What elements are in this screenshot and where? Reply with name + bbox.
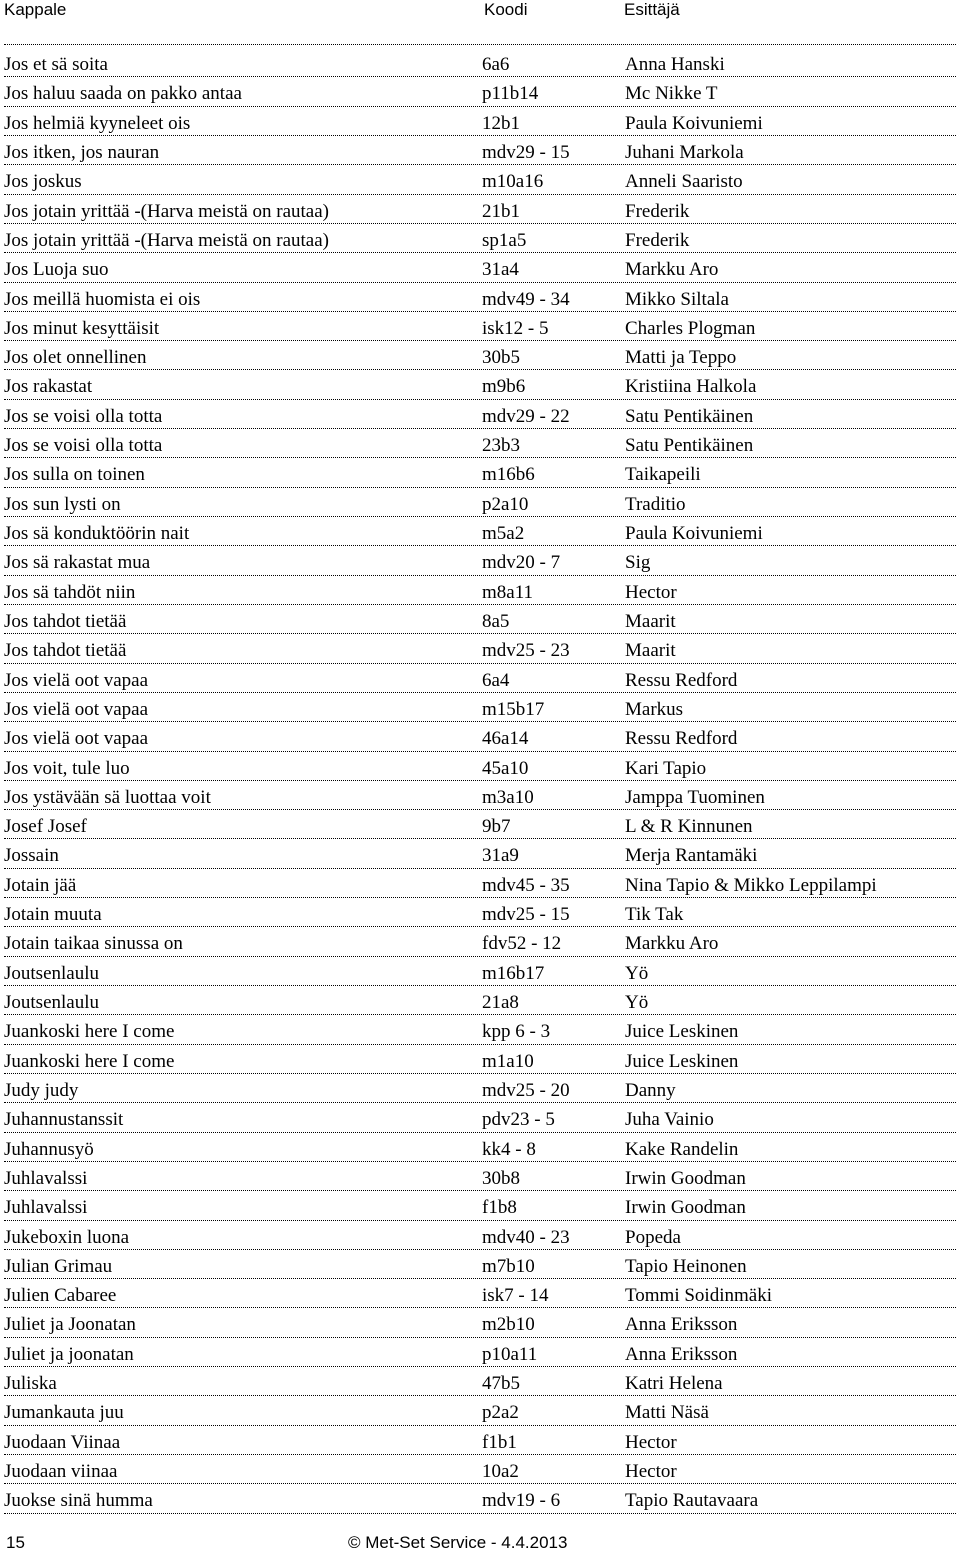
song-artist: Anna Eriksson bbox=[625, 1343, 738, 1365]
song-title: Jos helmiä kyyneleet ois bbox=[4, 112, 191, 134]
song-row bbox=[0, 492, 960, 521]
song-row bbox=[0, 404, 960, 433]
song-title: Judy judy bbox=[4, 1079, 79, 1101]
song-row bbox=[0, 1312, 960, 1341]
song-title: Jumankauta juu bbox=[4, 1402, 124, 1424]
song-row bbox=[0, 1342, 960, 1371]
song-artist: Merja Rantamäki bbox=[625, 845, 758, 867]
song-title: Juodaan Viinaa bbox=[4, 1431, 121, 1453]
song-code: fdv52 - 12 bbox=[482, 933, 562, 955]
song-code: m9b6 bbox=[482, 376, 526, 398]
song-artist: Popeda bbox=[625, 1226, 681, 1248]
song-artist: Kristiina Halkola bbox=[625, 376, 757, 398]
song-row bbox=[0, 1488, 960, 1517]
song-artist: Tapio Rautavaara bbox=[625, 1490, 759, 1512]
song-row bbox=[0, 550, 960, 579]
song-title: Jossain bbox=[4, 845, 59, 867]
song-title: Juliet ja joonatan bbox=[4, 1343, 134, 1365]
song-row bbox=[0, 140, 960, 169]
song-artist: Markku Aro bbox=[625, 259, 719, 281]
song-row bbox=[0, 1049, 960, 1078]
song-artist: Anna Hanski bbox=[625, 54, 725, 75]
song-artist: Frederik bbox=[625, 200, 690, 222]
song-code: mdv25 - 23 bbox=[482, 640, 570, 662]
song-title: Jos olet onnellinen bbox=[4, 347, 147, 369]
song-code: m15b17 bbox=[482, 698, 545, 720]
song-title: Jos rakastat bbox=[4, 376, 93, 398]
song-title: Jos se voisi olla totta bbox=[4, 435, 163, 457]
song-artist: Satu Pentikäinen bbox=[625, 405, 754, 427]
song-row bbox=[0, 374, 960, 403]
song-row bbox=[0, 668, 960, 697]
song-row bbox=[0, 521, 960, 550]
song-code: kpp 6 - 3 bbox=[482, 1021, 551, 1043]
header-title-column: Kappale bbox=[4, 0, 67, 19]
song-artist: Kari Tapio bbox=[625, 757, 707, 779]
song-title: Joutsenlaulu bbox=[4, 962, 99, 984]
song-row bbox=[0, 316, 960, 345]
song-code: 47b5 bbox=[482, 1373, 520, 1395]
song-title: Julian Grimau bbox=[4, 1255, 113, 1277]
song-row bbox=[0, 111, 960, 140]
song-artist: Tapio Heinonen bbox=[625, 1255, 747, 1277]
song-title: Jos jotain yrittää -(Harva meistä on rautaa) bbox=[4, 229, 329, 251]
song-artist: Traditio bbox=[625, 493, 686, 515]
song-row bbox=[0, 1254, 960, 1283]
song-code: mdv49 - 34 bbox=[482, 288, 570, 310]
song-artist: Tik Tak bbox=[625, 904, 684, 926]
song-title: Juhlavalssi bbox=[4, 1167, 88, 1189]
song-title: Jotain jää bbox=[4, 874, 77, 896]
song-title: Jos et sä soita bbox=[4, 54, 108, 75]
song-code: isk7 - 14 bbox=[482, 1285, 549, 1307]
song-code: m7b10 bbox=[482, 1255, 535, 1277]
song-code: mdv20 - 7 bbox=[482, 552, 561, 574]
song-title: Jos sä tahdöt niin bbox=[4, 581, 136, 603]
song-row bbox=[0, 961, 960, 990]
song-code: 8a5 bbox=[482, 610, 510, 632]
song-title: Juliska bbox=[4, 1373, 57, 1395]
song-title: Jos sä rakastat mua bbox=[4, 552, 151, 574]
song-artist: Maarit bbox=[625, 610, 676, 632]
header-code-column: Koodi bbox=[484, 0, 528, 19]
song-row bbox=[0, 1137, 960, 1166]
song-title: Jotain taikaa sinussa on bbox=[4, 933, 183, 955]
header-divider bbox=[4, 44, 956, 45]
song-title: Jos haluu saada on pakko antaa bbox=[4, 83, 242, 105]
song-row bbox=[0, 287, 960, 316]
song-title: Jos voit, tule luo bbox=[4, 757, 130, 779]
song-code: mdv25 - 15 bbox=[482, 904, 570, 926]
header-artist-column: Esittäjä bbox=[624, 0, 680, 19]
song-row bbox=[0, 1371, 960, 1400]
song-row bbox=[0, 726, 960, 755]
song-code: isk12 - 5 bbox=[482, 317, 549, 339]
song-artist: Jamppa Tuominen bbox=[625, 786, 765, 808]
song-row bbox=[0, 1107, 960, 1136]
song-artist: Taikapeili bbox=[625, 464, 701, 486]
song-code: 21a8 bbox=[482, 992, 519, 1013]
song-code: 23b3 bbox=[482, 435, 520, 457]
song-artist: Hector bbox=[625, 1431, 677, 1453]
song-code: 31a9 bbox=[482, 845, 519, 867]
song-row bbox=[0, 228, 960, 257]
song-row bbox=[0, 1195, 960, 1224]
song-artist: Charles Plogman bbox=[625, 317, 756, 339]
song-code: 30b5 bbox=[482, 347, 520, 369]
song-artist: Mikko Siltala bbox=[625, 288, 729, 310]
song-row bbox=[0, 169, 960, 198]
song-title: Juliet ja Joonatan bbox=[4, 1314, 136, 1336]
song-code: 21b1 bbox=[482, 200, 520, 222]
copyright-notice: © Met-Set Service - 4.4.2013 bbox=[348, 1533, 568, 1552]
song-artist: Satu Pentikäinen bbox=[625, 435, 754, 457]
song-artist: Frederik bbox=[625, 229, 690, 251]
song-row bbox=[0, 462, 960, 491]
song-title: Jos tahdot tietää bbox=[4, 610, 127, 632]
song-code: 9b7 bbox=[482, 816, 511, 838]
song-artist: Markus bbox=[625, 698, 684, 720]
song-artist: Juha Vainio bbox=[625, 1109, 714, 1131]
song-artist: L & R Kinnunen bbox=[625, 816, 753, 838]
song-code: p2a10 bbox=[482, 493, 529, 515]
song-artist: Juhani Markola bbox=[625, 141, 744, 163]
song-title: Joutsenlaulu bbox=[4, 992, 99, 1013]
song-code: p2a2 bbox=[482, 1402, 519, 1424]
song-title: Julien Cabaree bbox=[4, 1285, 117, 1307]
song-title: Jos tahdot tietää bbox=[4, 640, 127, 662]
song-artist: Maarit bbox=[625, 640, 676, 662]
song-row bbox=[0, 81, 960, 110]
song-row bbox=[0, 1400, 960, 1429]
song-row bbox=[0, 873, 960, 902]
song-code: m16b6 bbox=[482, 464, 535, 486]
song-artist: Tommi Soidinmäki bbox=[625, 1285, 772, 1307]
song-row bbox=[0, 1078, 960, 1107]
song-code: m2b10 bbox=[482, 1314, 535, 1336]
song-artist: Danny bbox=[625, 1079, 676, 1101]
song-code: mdv29 - 15 bbox=[482, 141, 570, 163]
song-row bbox=[0, 843, 960, 872]
song-artist: Anna Eriksson bbox=[625, 1314, 738, 1336]
song-code: m3a10 bbox=[482, 786, 534, 808]
song-title: Jos Luoja suo bbox=[4, 259, 109, 281]
song-artist: Yö bbox=[625, 962, 649, 984]
song-title: Juankoski here I come bbox=[4, 1021, 175, 1043]
song-code: 30b8 bbox=[482, 1167, 520, 1189]
song-code: mdv40 - 23 bbox=[482, 1226, 570, 1248]
song-title: Juankoski here I come bbox=[4, 1050, 175, 1072]
song-code: 31a4 bbox=[482, 259, 519, 281]
song-code: mdv19 - 6 bbox=[482, 1490, 561, 1512]
song-title: Juhannusyö bbox=[4, 1138, 94, 1160]
song-title: Jos minut kesyttäisit bbox=[4, 317, 160, 339]
song-row bbox=[0, 433, 960, 462]
song-artist: Ressu Redford bbox=[625, 669, 738, 691]
song-code: 46a14 bbox=[482, 728, 529, 750]
song-code: f1b1 bbox=[482, 1431, 517, 1453]
song-artist: Kake Randelin bbox=[625, 1138, 739, 1160]
song-row bbox=[0, 638, 960, 667]
song-title: Jos sun lysti on bbox=[4, 493, 121, 515]
song-title: Josef Josef bbox=[4, 816, 87, 838]
song-title: Jos jotain yrittää -(Harva meistä on rautaa) bbox=[4, 200, 329, 222]
song-row bbox=[0, 1225, 960, 1254]
song-row bbox=[0, 199, 960, 228]
song-code: p11b14 bbox=[482, 83, 539, 105]
song-title: Jos se voisi olla totta bbox=[4, 405, 163, 427]
song-title: Juhlavalssi bbox=[4, 1197, 88, 1219]
song-artist: Yö bbox=[625, 992, 649, 1013]
song-title: Jos itken, jos nauran bbox=[4, 141, 160, 163]
page-footer bbox=[0, 1533, 960, 1554]
song-row bbox=[0, 1166, 960, 1195]
song-artist: Markku Aro bbox=[625, 933, 719, 955]
song-row bbox=[0, 345, 960, 374]
song-title: Jos sä konduktöörin nait bbox=[4, 523, 190, 544]
song-row bbox=[0, 814, 960, 843]
song-row bbox=[0, 785, 960, 814]
song-artist: Matti ja Teppo bbox=[625, 347, 737, 369]
song-artist: Hector bbox=[625, 1461, 677, 1482]
song-artist: Irwin Goodman bbox=[625, 1197, 746, 1219]
song-code: 6a4 bbox=[482, 669, 510, 691]
song-code: m8a11 bbox=[482, 581, 534, 603]
song-row bbox=[0, 580, 960, 609]
song-code: m10a16 bbox=[482, 171, 544, 193]
song-row bbox=[0, 1019, 960, 1048]
song-title: Jos vielä oot vapaa bbox=[4, 698, 149, 720]
song-artist: Katri Helena bbox=[625, 1373, 723, 1395]
song-row bbox=[0, 52, 960, 81]
song-artist: Sig bbox=[625, 552, 651, 574]
song-artist: Anneli Saaristo bbox=[625, 171, 743, 193]
song-artist: Irwin Goodman bbox=[625, 1167, 746, 1189]
song-code: sp1a5 bbox=[482, 229, 527, 251]
song-artist: Nina Tapio & Mikko Leppilampi bbox=[625, 874, 877, 896]
song-row bbox=[0, 1459, 960, 1488]
song-title: Jos vielä oot vapaa bbox=[4, 669, 149, 691]
song-code: m5a2 bbox=[482, 523, 525, 544]
song-artist: Matti Näsä bbox=[625, 1402, 709, 1424]
song-title: Juokse sinä humma bbox=[4, 1490, 153, 1512]
song-row bbox=[0, 931, 960, 960]
song-row bbox=[0, 756, 960, 785]
song-code: p10a11 bbox=[482, 1343, 538, 1365]
song-code: m16b17 bbox=[482, 962, 545, 984]
song-row bbox=[0, 902, 960, 931]
song-title: Jos joskus bbox=[4, 171, 82, 193]
song-title: Jukeboxin luona bbox=[4, 1226, 130, 1248]
song-title: Jotain muuta bbox=[4, 904, 102, 926]
song-code: 12b1 bbox=[482, 112, 520, 134]
song-artist: Juice Leskinen bbox=[625, 1050, 739, 1072]
song-artist: Mc Nikke T bbox=[625, 83, 718, 105]
song-row bbox=[0, 609, 960, 638]
song-code: mdv25 - 20 bbox=[482, 1079, 570, 1101]
page-number: 15 bbox=[6, 1533, 25, 1552]
song-code: pdv23 - 5 bbox=[482, 1109, 555, 1131]
song-row bbox=[0, 990, 960, 1019]
song-title: Jos sulla on toinen bbox=[4, 464, 145, 486]
song-row bbox=[0, 1283, 960, 1312]
song-code: kk4 - 8 bbox=[482, 1138, 536, 1160]
column-header bbox=[0, 0, 960, 22]
song-code: 45a10 bbox=[482, 757, 529, 779]
song-code: 6a6 bbox=[482, 54, 510, 75]
song-artist: Juice Leskinen bbox=[625, 1021, 739, 1043]
song-title: Juodaan viinaa bbox=[4, 1461, 118, 1482]
song-row bbox=[0, 257, 960, 286]
song-row bbox=[0, 697, 960, 726]
song-code: f1b8 bbox=[482, 1197, 517, 1219]
song-title: Jos meillä huomista ei ois bbox=[4, 288, 201, 310]
song-artist: Paula Koivuniemi bbox=[625, 523, 763, 544]
song-code: mdv29 - 22 bbox=[482, 405, 570, 427]
song-title: Jos ystävään sä luottaa voit bbox=[4, 786, 211, 808]
song-code: 10a2 bbox=[482, 1461, 519, 1482]
song-artist: Hector bbox=[625, 581, 677, 603]
song-row bbox=[0, 1430, 960, 1459]
song-list bbox=[0, 52, 960, 1518]
song-code: mdv45 - 35 bbox=[482, 874, 570, 896]
song-code: m1a10 bbox=[482, 1050, 534, 1072]
song-artist: Paula Koivuniemi bbox=[625, 112, 763, 134]
song-title: Juhannustanssit bbox=[4, 1109, 124, 1131]
song-artist: Ressu Redford bbox=[625, 728, 738, 750]
song-title: Jos vielä oot vapaa bbox=[4, 728, 149, 750]
